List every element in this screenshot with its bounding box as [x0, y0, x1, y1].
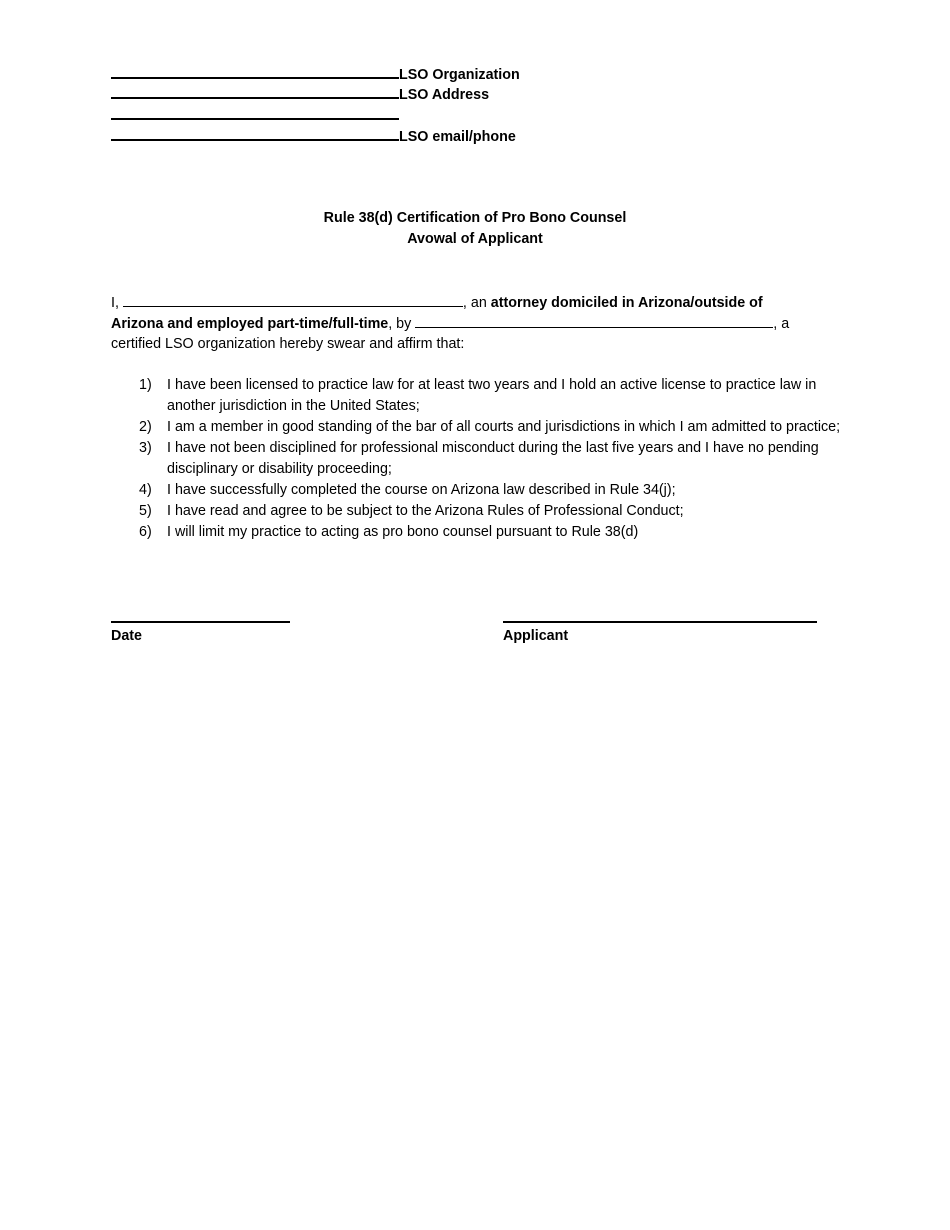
item-text: I have been licensed to practice law for at least two years and I hold an active license to practice law in another jurisdiction in the United States;: [167, 377, 817, 414]
date-signature-line[interactable]: [111, 621, 290, 623]
item-text: I am a member in good standing of the bar of all courts and jurisdictions in which I am admitted to practice;: [167, 419, 841, 435]
blank-line[interactable]: [111, 83, 399, 99]
lso-address-field-line2[interactable]: [111, 104, 399, 127]
date-label: Date: [111, 628, 142, 644]
item-number: 3): [139, 440, 152, 456]
item-number: 2): [139, 419, 152, 435]
avowal-line-1: [111, 292, 841, 314]
lso-organization-blank[interactable]: [415, 313, 773, 328]
item-text: I will limit my practice to acting as pro bono counsel pursuant to Rule 38(d): [167, 524, 639, 540]
avowal-line-3: certified LSO organization hereby swear and affirm that:: [111, 336, 465, 352]
blank-line[interactable]: [111, 125, 399, 141]
item-number: 1): [139, 377, 152, 393]
avowal-bold-text: attorney domiciled in Arizona/outside of: [490, 295, 763, 311]
document-subtitle: Avowal of Applicant: [407, 231, 543, 247]
avowal-text: , an: [462, 295, 491, 311]
list-item: [111, 522, 841, 543]
document-title: Rule 38(d) Certification of Pro Bono Counsel: [323, 210, 627, 226]
item-text: I have read and agree to be subject to the Arizona Rules of Professional Conduct;: [167, 503, 684, 519]
list-item: [111, 417, 841, 438]
applicant-signature-line[interactable]: [503, 621, 817, 623]
list-item: [111, 375, 841, 417]
field-label: LSO email/phone: [399, 129, 516, 145]
lso-email-phone-field[interactable]: [111, 125, 516, 148]
avowal-text: , by: [388, 316, 416, 332]
avowal-text: , a: [773, 316, 790, 332]
item-text: I have not been disciplined for professional misconduct during the last five years and I have no pending disciplinary or disability proceeding;: [167, 440, 819, 477]
lso-address-field[interactable]: [111, 83, 489, 106]
avowal-bold-text: Arizona and employed part-time/full-time: [111, 316, 389, 332]
field-label: LSO Address: [399, 87, 490, 103]
list-item: [111, 480, 841, 501]
item-text: I have successfully completed the course on Arizona law described in Rule 34(j);: [167, 482, 676, 498]
field-label: LSO Organization: [399, 67, 520, 83]
affirmation-list: [111, 375, 841, 543]
list-item: [111, 438, 841, 480]
avowal-line-2: [111, 313, 841, 335]
list-item: [111, 501, 841, 522]
blank-line[interactable]: [111, 63, 399, 79]
item-number: 6): [139, 524, 152, 540]
avowal-text: I,: [111, 295, 123, 311]
blank-line[interactable]: [111, 104, 399, 120]
applicant-label: Applicant: [503, 628, 569, 644]
applicant-name-blank[interactable]: [123, 292, 463, 307]
item-number: 5): [139, 503, 152, 519]
item-number: 4): [139, 482, 152, 498]
